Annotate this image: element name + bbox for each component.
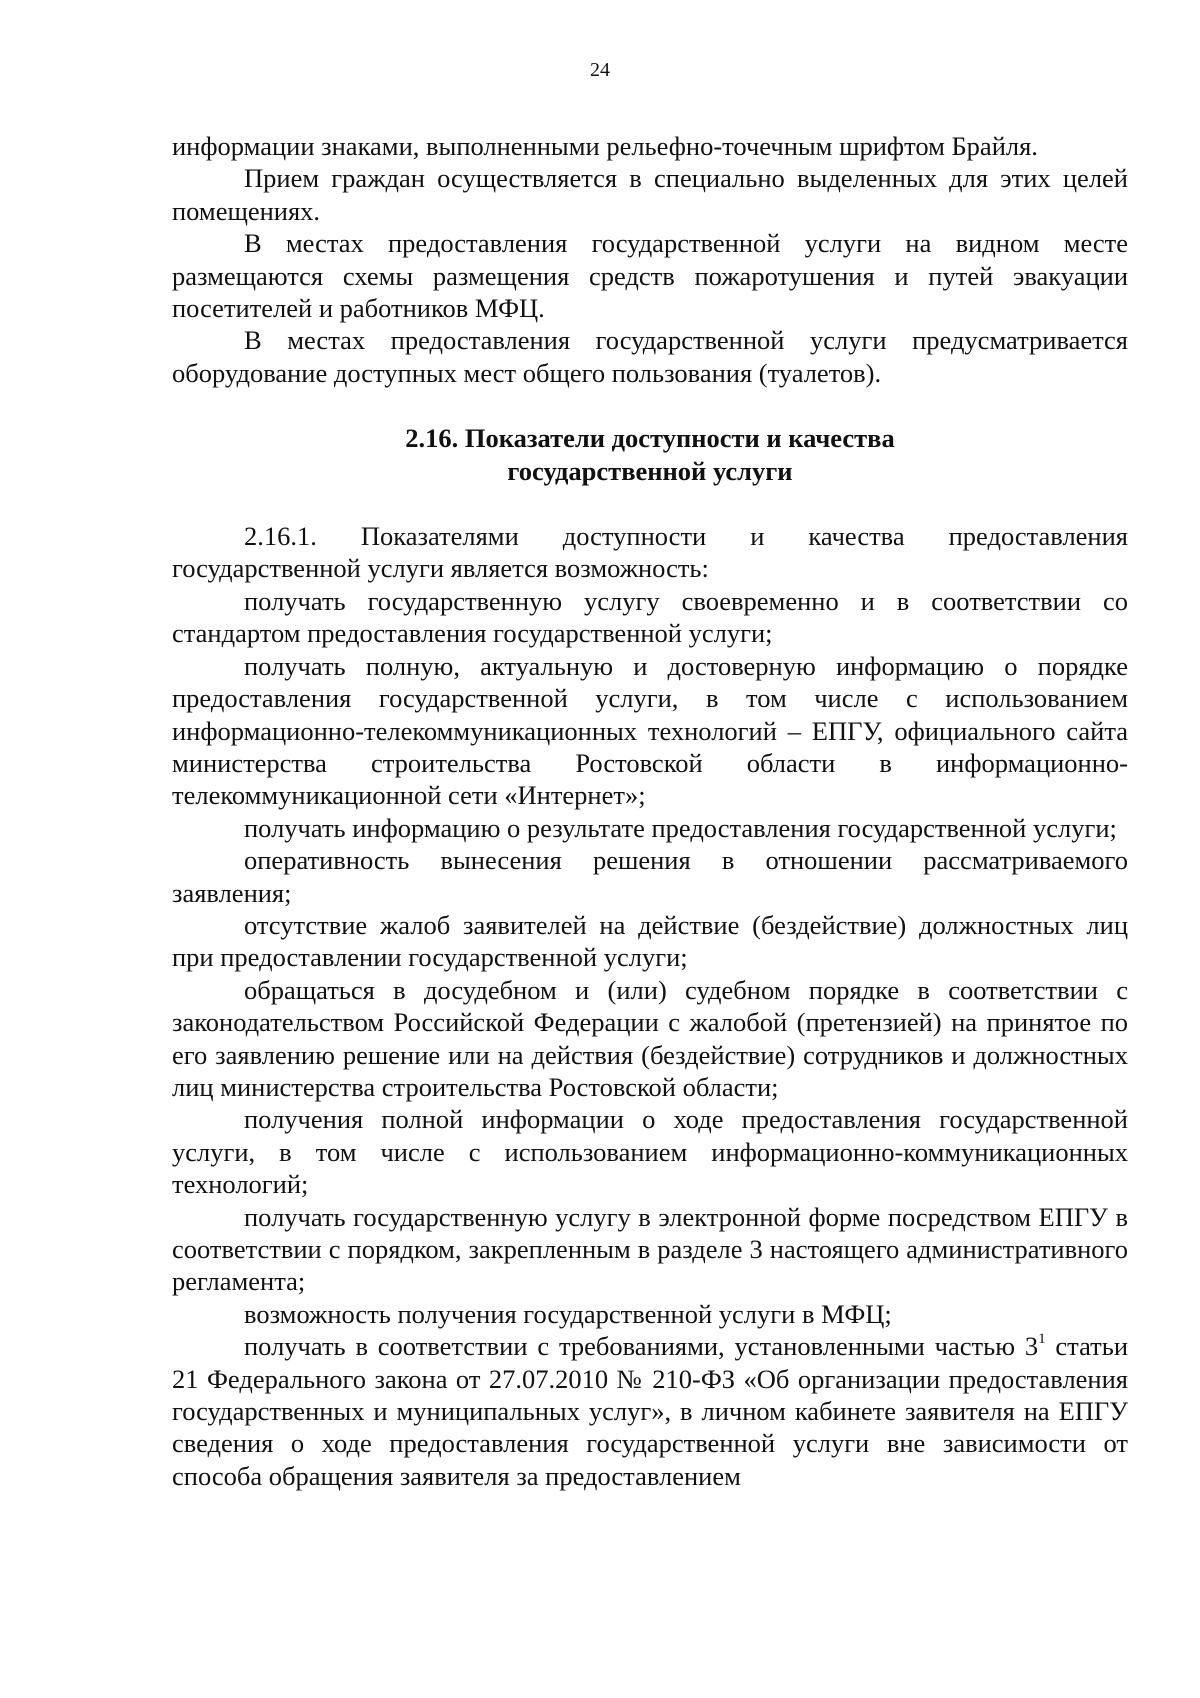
list-item-text: получать в соответствии с требованиями, установленными частью 3	[244, 1331, 1039, 1362]
spacer	[172, 487, 1128, 520]
paragraph: 2.16.1. Показателями доступности и качества предоставления государственной услуги является возможность:	[172, 521, 1128, 584]
superscript: 1	[1038, 1331, 1046, 1348]
list-item: получать государственную услугу в электронной форме посредством ЕПГУ в соответствии с порядком, закрепленным в разделе 3 настоящего административного регламента;	[172, 1201, 1128, 1297]
section-heading-line: 2.16. Показатели доступности и качества	[405, 423, 895, 454]
list-item: возможность получения государственной услуги в МФЦ;	[244, 1298, 892, 1329]
paragraph: информации знаками, выполненными рельефно-точечным шрифтом Брайля.	[172, 131, 1038, 161]
paragraph: В местах предоставления государственной услуги предусматривается оборудование доступных мест общего пользования (туалетов).	[172, 325, 1128, 388]
list-item: обращаться в досудебном и (или) судебном порядке в соответствии с законодательством Российской Федерации с жалобой (претензией) на принятое по его заявлению решение или на действия (бездействие) сотрудников и должностных лиц министерства строительства Ростовской области;	[172, 974, 1128, 1102]
list-item	[172, 1330, 1128, 1492]
paragraph: Прием граждан осуществляется в специально выделенных для этих целей помещениях.	[172, 163, 1128, 226]
section-heading	[172, 422, 1128, 487]
paragraph: В местах предоставления государственной услуги на видном месте размещаются схемы размещения средств пожаротушения и путей эвакуации посетителей и работников МФЦ.	[172, 228, 1128, 324]
page-number: 24	[590, 59, 610, 81]
list-item: получать государственную услугу своевременно и в соответствии со стандартом предоставления государственной услуги;	[172, 585, 1128, 649]
list-item: отсутствие жалоб заявителей на действие (бездействие) должностных лиц при предоставлении государственной услуги;	[172, 909, 1128, 973]
section-heading-line: государственной услуги	[507, 455, 793, 486]
list-item: получать информацию о результате предоставления государственной услуги;	[244, 812, 1117, 843]
list-item-text: статьи 21 Федерального закона от 27.07.2010 № 210-ФЗ «Об организации предоставления государственных и муниципальных услуг», в личном кабинете заявителя на ЕПГУ сведения о ходе предоставления государственной услуги вне зависимости от способа обращения заявителя за предоставлением	[172, 1331, 1128, 1491]
spacer	[172, 389, 1128, 422]
list-item: получения полной информации о ходе предоставления государственной услуги, в том числе с использованием информационно-коммуникационных технологий;	[172, 1104, 1128, 1200]
list-item: получать полную, актуальную и достоверную информацию о порядке предоставления государственной услуги, в том числе с использованием информационно-телекоммуникационных технологий – ЕПГУ, официального сайта министерства строительства Ростовской области в информационно-телекоммуникационной сети «Интернет»;	[172, 650, 1128, 811]
document-body	[172, 130, 1128, 1492]
list-item: оперативность вынесения решения в отношении рассматриваемого заявления;	[172, 845, 1128, 908]
